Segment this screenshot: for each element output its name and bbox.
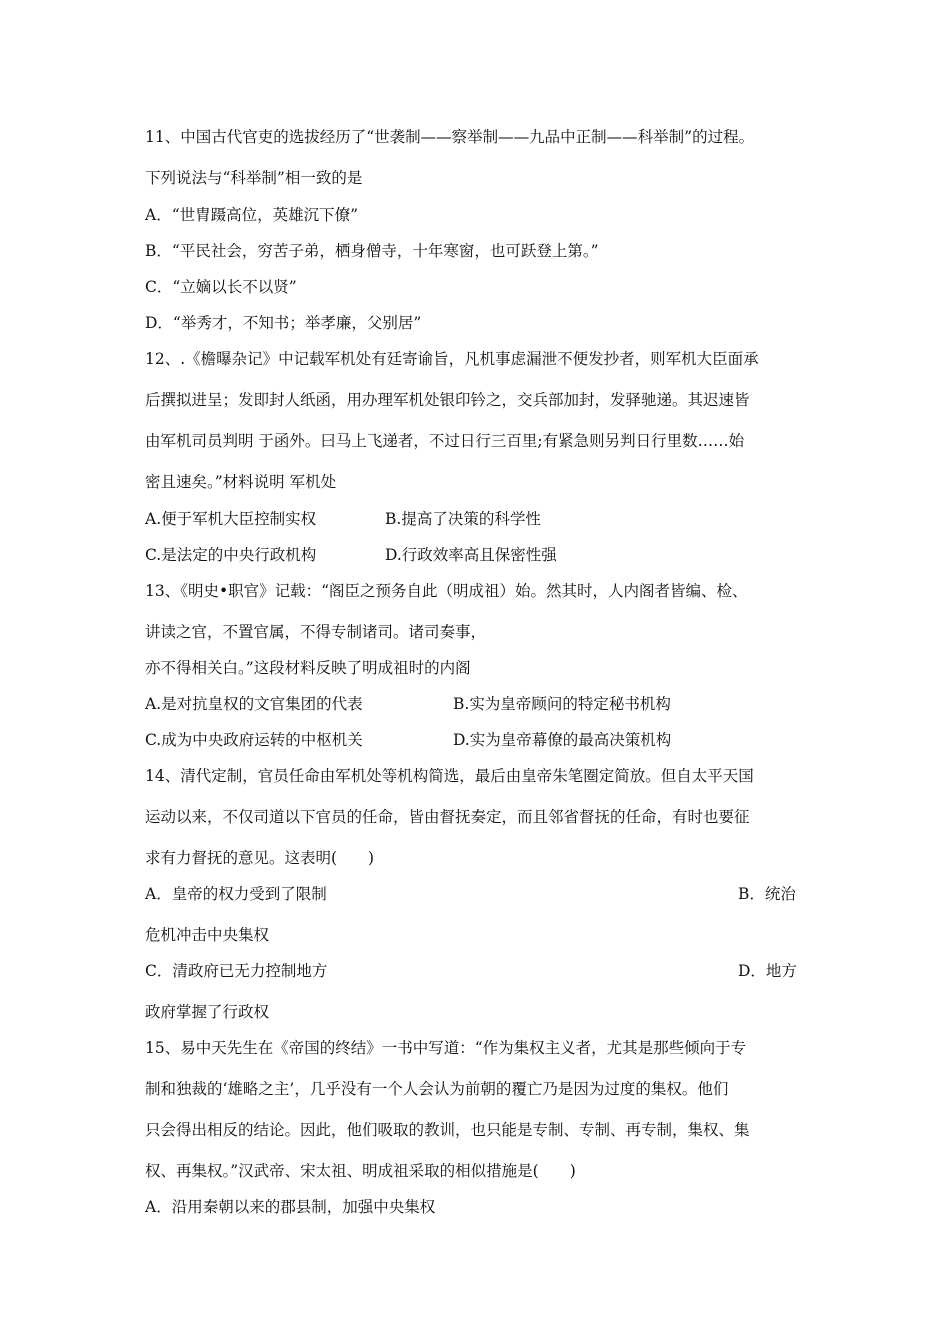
q11-option-c: C．“立嫡以长不以贤” [145, 278, 297, 296]
q12-stem-line4: 密且速矣。”材料说明 军机处 [145, 473, 337, 491]
q11-option-d: D．“举秀才，不知书；举孝廉，父别居” [145, 314, 422, 332]
q14-option-a: A．皇帝的权力受到了限制 [145, 885, 327, 903]
q15-stem-line3: 只会得出相反的结论。因此，他们吸取的教训，也只能是专制、专制、再专制，集权、集 [145, 1121, 750, 1139]
q13-stem-line1: 13、《明史•职官》记载：“阁臣之预务自此（明成祖）始。然其时，人内阁者皆编、检、 [145, 582, 748, 600]
q12-option-c: C.是法定的中央行政机构 [145, 546, 317, 564]
q11-option-a: A．“世胄蹑高位，英雄沉下僚” [145, 206, 359, 224]
q12-stem-line3: 由军机司员判明 于函外。曰马上飞递者，不过日行三百里;有紧急则另判日行里数……始 [145, 432, 745, 450]
q15-stem-line1: 15、易中天先生在《帝国的终结》一书中写道：“作为集权主义者，尤其是那些倾向于专 [145, 1039, 747, 1057]
q14-option-c: C．清政府已无力控制地方 [145, 962, 328, 980]
q12-stem-line2: 后撰拟进呈；发即封人纸函，用办理军机处银印钤之，交兵部加封，发驿驰递。其迟速皆 [145, 391, 750, 409]
q13-option-d: D.实为皇帝幕僚的最高决策机构 [453, 731, 672, 749]
q11-stem-line1: 11、中国古代官吏的选拔经历了“世袭制——察举制——九品中正制——科举制”的过程。 [145, 128, 755, 146]
q11-option-b: B．“平民社会，穷苦子弟，栖身僧寺，十年寒窗，也可跃登上第。” [145, 242, 599, 260]
q14-option-b-continued: 危机冲击中央集权 [145, 926, 270, 944]
q13-option-a: A.是对抗皇权的文官集团的代表 [145, 695, 363, 713]
q13-option-b: B.实为皇帝顾问的特定秘书机构 [453, 695, 671, 713]
q13-stem-line3: 亦不得相关白。”这段材料反映了明成祖时的内阁 [145, 659, 471, 677]
q15-stem-line4: 权、再集权。”汉武帝、宋太祖、明成祖采取的相似措施是( ) [145, 1162, 576, 1180]
q12-stem-line1: 12、.《檐曝杂记》中记载军机处有廷寄谕旨，凡机事虑漏泄不便发抄者，则军机大臣面承 [145, 350, 759, 368]
q13-option-c: C.成为中央政府运转的中枢机关 [145, 731, 363, 749]
q11-stem-line2: 下列说法与“科举制”相一致的是 [145, 169, 363, 187]
q12-option-d: D.行政效率高且保密性强 [385, 546, 557, 564]
q12-option-a: A.便于军机大臣控制实权 [145, 510, 317, 528]
q15-option-a: A．沿用秦朝以来的郡县制，加强中央集权 [145, 1198, 436, 1216]
q14-option-d-continued: 政府掌握了行政权 [145, 1003, 270, 1021]
q14-stem-line3: 求有力督抚的意见。这表明( ) [145, 849, 375, 867]
q13-stem-line2: 讲读之官，不置官属，不得专制诸司。诸司奏事， [145, 623, 487, 641]
q14-option-b-start: B．统治 [738, 885, 796, 903]
q14-stem-line1: 14、清代定制，官员任命由军机处等机构简选，最后由皇帝朱笔圈定简放。但自太平天国 [145, 767, 754, 785]
q14-stem-line2: 运动以来，不仅司道以下官员的任命，皆由督抚奏定，而且邻省督抚的任命，有时也要征 [145, 808, 750, 826]
q12-option-b: B.提高了决策的科学性 [385, 510, 541, 528]
q14-option-d-start: D．地方 [738, 962, 797, 980]
q15-stem-line2: 制和独裁的‘雄略之主’，几乎没有一个人会认为前朝的覆亡乃是因为过度的集权。他们 [145, 1080, 729, 1098]
